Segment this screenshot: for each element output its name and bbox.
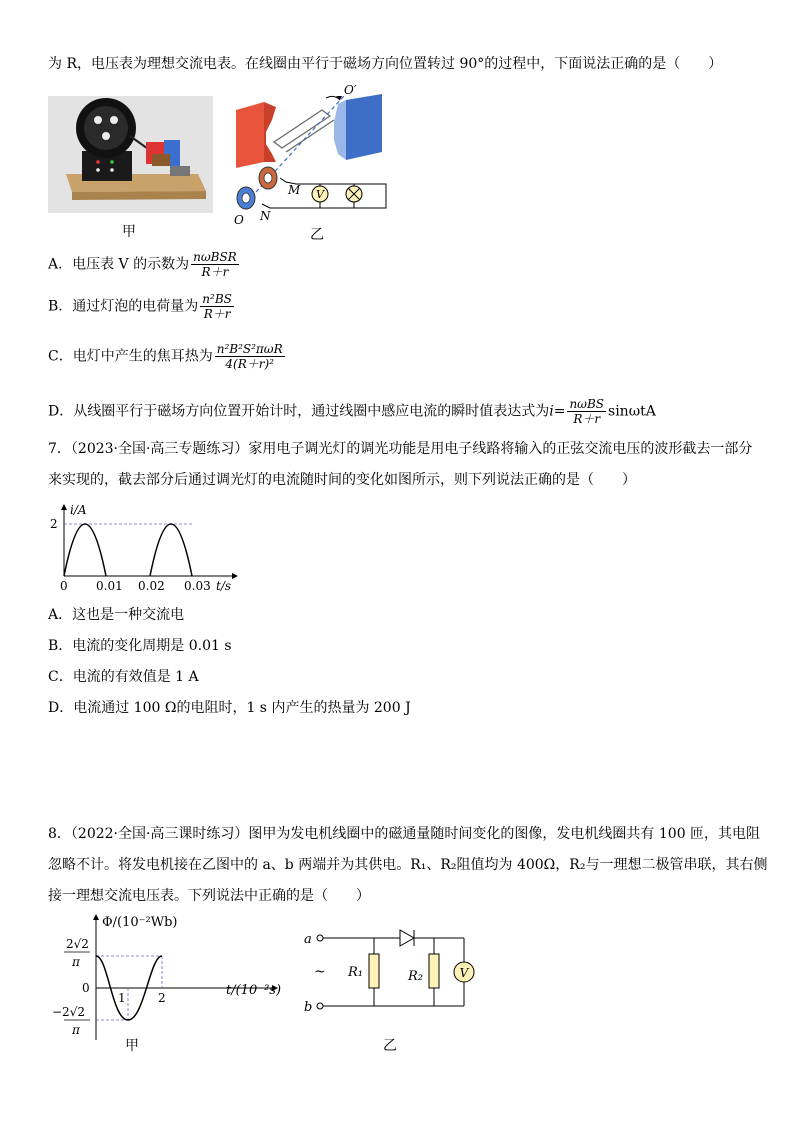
q7-option-c[interactable]: C．电流的有效值是 1 A bbox=[48, 669, 199, 685]
label-r2: R₂ bbox=[408, 969, 423, 984]
terminal-a: a bbox=[304, 932, 312, 947]
resistor-r2 bbox=[429, 954, 439, 988]
q8-y-neg-num: −2√2 bbox=[52, 1005, 85, 1019]
voltmeter-label: V bbox=[316, 188, 324, 201]
q6-c-den: 4(R＋r)² bbox=[225, 357, 274, 371]
q7-option-a[interactable]: A．这也是一种交流电 bbox=[48, 607, 185, 623]
q7-y-label: i/A bbox=[70, 503, 87, 517]
q8-y-pos-den: π bbox=[72, 955, 80, 969]
q8-flux-graph bbox=[46, 912, 286, 1052]
q8-y-pos-num: 2√2 bbox=[66, 937, 89, 951]
label-m: M bbox=[288, 183, 301, 197]
q8-fig-label-yi: 乙 bbox=[383, 1038, 397, 1054]
q6-option-b[interactable] bbox=[48, 292, 236, 321]
q6-option-a-frac bbox=[191, 250, 239, 279]
q7-x-tick-3: 0.03 bbox=[184, 579, 211, 593]
q6-c-num: n²B²S²πωR bbox=[216, 342, 283, 356]
label-n: N bbox=[260, 209, 271, 223]
q8-fig-label-jia: 甲 bbox=[125, 1038, 139, 1054]
q6-a-den: R＋r bbox=[201, 265, 229, 279]
q8-circuit bbox=[296, 922, 486, 1022]
q6-option-b-text: B．通过灯泡的电荷量为 bbox=[48, 298, 199, 315]
q7-option-b[interactable]: B．电流的变化周期是 0.01 s bbox=[48, 638, 232, 654]
q7-x-tick-1: 0.01 bbox=[96, 579, 123, 593]
q7-half-wave-1 bbox=[64, 524, 106, 576]
q7-y-tick: 2 bbox=[50, 517, 58, 531]
q6-option-c[interactable] bbox=[48, 342, 287, 371]
q7-line2: 来实现的，截去部分后通过调光灯的电流随时间的变化如图所示，则下列说法正确的是（ ） bbox=[48, 472, 636, 488]
q7-half-wave-2 bbox=[150, 524, 192, 576]
q6-intro: 为 R，电压表为理想交流电表。在线圈由平行于磁场方向位置转过 90°的过程中，下面说法正确的是（ ） bbox=[48, 56, 723, 72]
label-o-prime: O′ bbox=[344, 83, 357, 97]
q6-option-a[interactable] bbox=[48, 250, 241, 279]
q8-x-tick-1: 1 bbox=[118, 991, 126, 1005]
label-r1: R₁ bbox=[348, 965, 363, 980]
q6-option-d-frac bbox=[567, 397, 606, 426]
resistor-r1 bbox=[369, 954, 379, 988]
q8-y-neg-den: π bbox=[72, 1023, 80, 1037]
q6-option-b-frac bbox=[200, 292, 234, 321]
fig-label-jia: 甲 bbox=[122, 224, 136, 240]
q8-x-tick-2: 2 bbox=[158, 991, 166, 1005]
fig-label-yi: 乙 bbox=[310, 227, 324, 243]
q6-b-num: n²BS bbox=[202, 292, 232, 306]
q7-x-tick-2: 0.02 bbox=[138, 579, 165, 593]
q6-d-num: nωBS bbox=[569, 397, 605, 411]
q8-y-label: Φ/(10⁻²Wb) bbox=[102, 915, 178, 930]
q7-current-chart bbox=[44, 502, 244, 594]
q8-voltmeter-label: V bbox=[459, 966, 469, 980]
q7-option-d[interactable]: D．电流通过 100 Ω的电阻时，1 s 内产生的热量为 200 J bbox=[48, 700, 411, 716]
ac-source-symbol: ~ bbox=[314, 964, 326, 980]
q6-d-den: R＋r bbox=[573, 412, 601, 426]
q8-line1: 8．（2022·全国·高三课时练习）图甲为发电机线圈中的磁通量随时间变化的图像，发电机线圈共有 100 匝，其电阻 bbox=[48, 826, 761, 842]
generator-schematic bbox=[226, 82, 406, 227]
q7-line1: 7．（2023·全国·高三专题练习）家用电子调光灯的调光功能是用电子线路将输入的正弦交流电压的波形截去一部分 bbox=[48, 441, 753, 457]
q8-x-label: t/(10⁻²s) bbox=[226, 983, 282, 998]
diode bbox=[400, 930, 414, 946]
q6-option-a-text: A．电压表 V 的示数为 bbox=[48, 256, 190, 273]
q6-option-d-text: D．从线圈平行于磁场方向位置开始计时，通过线圈中感应电流的瞬时值表达式为 bbox=[48, 403, 550, 420]
q8-line3: 接一理想交流电压表。下列说法中正确的是（ ） bbox=[48, 888, 370, 904]
q6-option-c-text: C．电灯中产生的焦耳热为 bbox=[48, 348, 213, 365]
q6-a-num: nωBSR bbox=[193, 250, 237, 264]
q6-b-den: R＋r bbox=[203, 307, 231, 321]
q6-d-i: i= bbox=[549, 403, 566, 420]
label-o: O bbox=[234, 213, 244, 227]
q6-option-c-frac bbox=[215, 342, 285, 371]
q7-x-label: t/s bbox=[216, 579, 232, 593]
terminal-b: b bbox=[304, 1000, 313, 1015]
q8-line2: 忽略不计。将发电机接在乙图中的 a、b 两端并为其供电。R₁、R₂阻值均为 400Ω，R₂与一理想二极管串联，其右侧 bbox=[48, 857, 768, 873]
q8-x-tick-0: 0 bbox=[82, 981, 90, 995]
q7-x-tick-0: 0 bbox=[60, 579, 68, 593]
q6-option-d[interactable] bbox=[48, 397, 656, 426]
generator-photo bbox=[48, 96, 213, 213]
q6-d-tail: sinωtA bbox=[608, 403, 656, 420]
